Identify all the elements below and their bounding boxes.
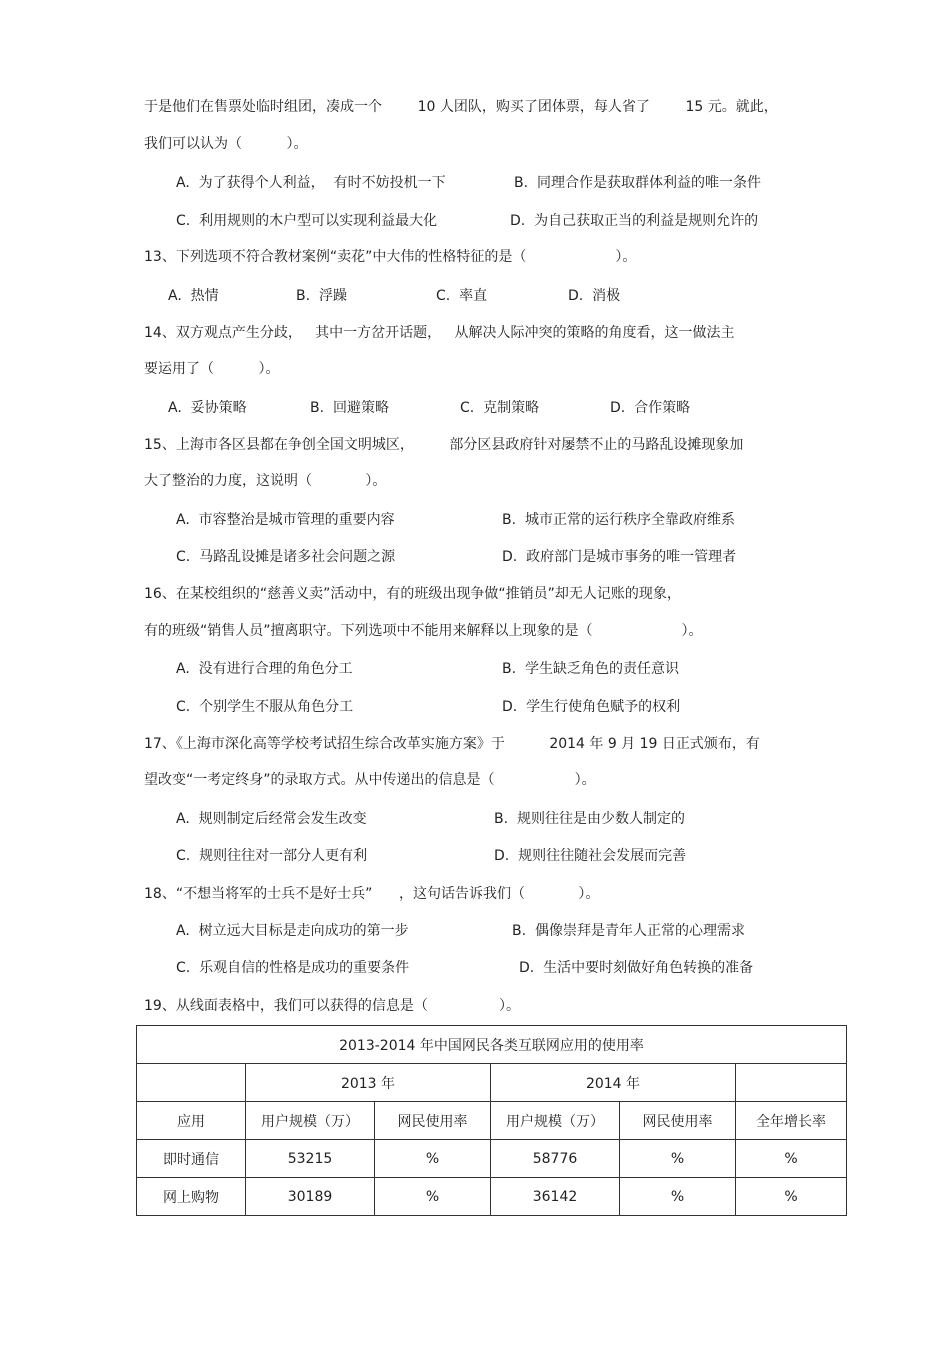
table-cell xyxy=(736,1064,847,1102)
option-d: D. 生活中要时刻做好角色转换的准备 xyxy=(519,960,754,976)
option-a: A. 规则制定后经常会发生改变 xyxy=(176,811,367,827)
question-text: 我们可以认为（ ）。 xyxy=(144,136,308,152)
table-title-row xyxy=(137,1026,847,1064)
question-18-stem: 18、“不想当将军的士兵不是好士兵” ，这句话告诉我们（ ）。 xyxy=(144,886,600,902)
option-c: C. 克制策略 xyxy=(460,400,540,416)
option-a: A. 为了获得个人利益， 有时不妨投机一下 xyxy=(176,175,446,191)
table-title: 2013-2014 年中国网民各类互联网应用的使用率 xyxy=(137,1026,847,1064)
option-d: D. 合作策略 xyxy=(610,400,691,416)
option-d: D. 规则往往随社会发展而完善 xyxy=(494,848,687,864)
table-cell xyxy=(137,1064,246,1102)
table-cell: 网上购物 xyxy=(137,1178,246,1216)
option-c: C. 利用规则的木户型可以实现利益最大化 xyxy=(176,213,438,229)
question-17-stem: 17、《上海市深化高等学校考试招生综合改革实施方案》于 2014 年 9 月 19 日正式颁布，有 xyxy=(144,736,760,752)
option-a: A. 没有进行合理的角色分工 xyxy=(176,661,353,677)
column-header: 用户规模（万） xyxy=(491,1102,620,1140)
table-cell: 58776 xyxy=(491,1140,620,1178)
option-d: D. 为自己获取正当的利益是规则允许的 xyxy=(510,213,759,229)
option-b: B. 城市正常的运行秩序全靠政府维系 xyxy=(502,512,735,528)
year-2014-header: 2014 年 xyxy=(491,1064,736,1102)
option-c: C. 率直 xyxy=(436,288,488,304)
option-c: C. 马路乱设摊是诸多社会问题之源 xyxy=(176,549,396,565)
option-b: B. 浮躁 xyxy=(296,288,347,304)
option-a: A. 热情 xyxy=(168,288,219,304)
option-b: B. 规则往往是由少数人制定的 xyxy=(494,811,685,827)
table-cell: % xyxy=(736,1178,847,1216)
column-header: 应用 xyxy=(137,1102,246,1140)
question-15-stem: 大了整治的力度，这说明（ ）。 xyxy=(144,473,387,489)
table-cell: % xyxy=(620,1140,736,1178)
option-d: D. 学生行使角色赋予的权利 xyxy=(502,699,681,715)
option-b: B. 同理合作是获取群体利益的唯一条件 xyxy=(514,175,761,191)
question-19-stem: 19、从线面表格中，我们可以获得的信息是（ ）。 xyxy=(144,998,521,1014)
question-13-stem: 13、下列选项不符合教材案例“卖花”中大伟的性格特征的是（ ）。 xyxy=(144,249,637,265)
table-cell: % xyxy=(375,1140,491,1178)
option-c: C. 规则往往对一部分人更有利 xyxy=(176,848,368,864)
option-b: B. 偶像崇拜是青年人正常的心理需求 xyxy=(512,923,745,939)
question-text: 于是他们在售票处临时组团，凑成一个 10 人团队，购买了团体票，每人省了 15 元。就此， xyxy=(144,99,778,115)
table-cell: % xyxy=(375,1178,491,1216)
table-cell: % xyxy=(736,1140,847,1178)
option-c: C. 乐观自信的性格是成功的重要条件 xyxy=(176,960,410,976)
option-d: D. 政府部门是城市事务的唯一管理者 xyxy=(502,549,737,565)
table-year-row xyxy=(137,1064,847,1102)
column-header: 网民使用率 xyxy=(620,1102,736,1140)
question-16-stem: 有的班级“销售人员”擅离职守。下列选项中不能用来解释以上现象的是（ ）。 xyxy=(144,623,703,639)
question-14-stem: 要运用了（ ）。 xyxy=(144,361,280,377)
option-a: A. 市容整治是城市管理的重要内容 xyxy=(176,512,395,528)
table-header-row xyxy=(137,1102,847,1140)
option-a: A. 妥协策略 xyxy=(168,400,247,416)
option-b: B. 回避策略 xyxy=(310,400,389,416)
table-cell: 53215 xyxy=(246,1140,375,1178)
question-15-stem: 15、上海市各区县都在争创全国文明城区， 部分区县政府针对屡禁不止的马路乱设摊现象加 xyxy=(144,437,744,453)
option-d: D. 消极 xyxy=(568,288,621,304)
question-14-stem: 14、双方观点产生分歧， 其中一方岔开话题， 从解决人际冲突的策略的角度看，这一做法主 xyxy=(144,325,735,341)
table-cell: 30189 xyxy=(246,1178,375,1216)
table-cell: % xyxy=(620,1178,736,1216)
table-cell: 36142 xyxy=(491,1178,620,1216)
question-17-stem: 望改变“一考定终身”的录取方式。从中传递出的信息是（ ）。 xyxy=(144,772,596,788)
table-cell: 即时通信 xyxy=(137,1140,246,1178)
option-a: A. 树立远大目标是走向成功的第一步 xyxy=(176,923,409,939)
column-header: 网民使用率 xyxy=(375,1102,491,1140)
table-row xyxy=(137,1140,847,1178)
option-c: C. 个别学生不服从角色分工 xyxy=(176,699,354,715)
table-row xyxy=(137,1178,847,1216)
usage-table xyxy=(136,1025,847,1216)
column-header: 全年增长率 xyxy=(736,1102,847,1140)
question-16-stem: 16、在某校组织的“慈善义卖”活动中，有的班级出现争做“推销员”却无人记账的现象， xyxy=(144,586,681,602)
column-header: 用户规模（万） xyxy=(246,1102,375,1140)
option-b: B. 学生缺乏角色的责任意识 xyxy=(502,661,679,677)
year-2013-header: 2013 年 xyxy=(246,1064,491,1102)
